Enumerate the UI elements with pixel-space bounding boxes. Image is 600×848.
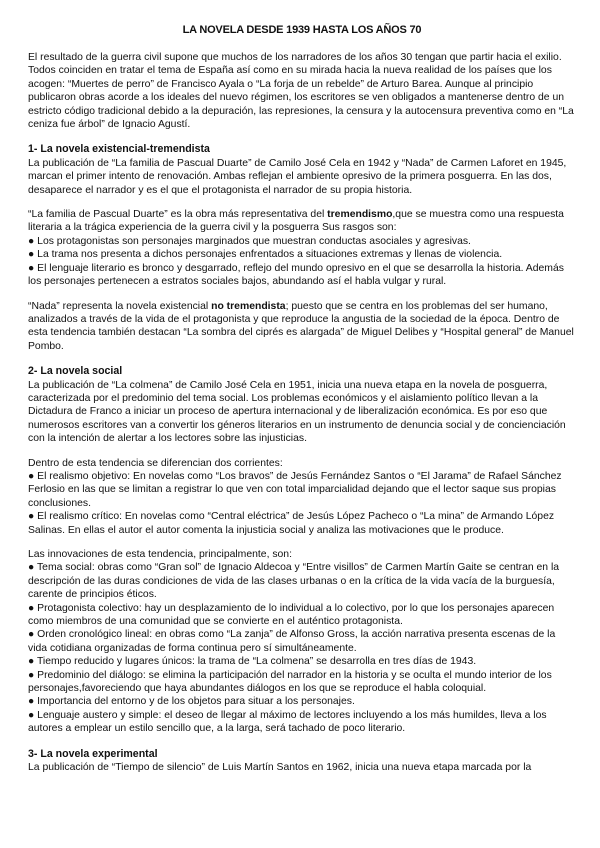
section-1-paragraph-3: “Nada” representa la novela existencial no tremendista; puesto que se centra en los problemas del ser humano, analizados a través de la vida de el protagonista y que reproduce la angustia de la sociedad de la época. Dentro de esta tendencia también destacan “La sombra del ciprés es alargada” de Miguel Delibes y “Hospital general” de Manuel Pombo.: [28, 300, 574, 352]
section-1-heading: 1- La novela existencial-tremendista: [28, 143, 210, 156]
list-item: ● Importancia del entorno y de los objetos para situar a los personajes.: [28, 696, 355, 708]
section-2-heading: 2- La novela social: [28, 365, 123, 378]
document-page: [28, 24, 576, 775]
intro-paragraph: El resultado de la guerra civil supone que muchos de los narradores de los años 30 tengan que partir hacia el exilio. Todos coinciden en tratar el tema de España así como en su mirada hacia la nueva realidad de los países que los acogen: “Muertes de perro” de Francisco Ayala o “La forja de un rebelde” de Arturo Barea. Aunque al principio publicaron obras acorde a los ideales del nuevo régimen, los escritores se ven obligados a mantenerse dentro de un estricto código tradicional debido a la depuración, las represiones, la censura y la autocensura preventiva como en “La ceniza fue árbol” de Ignacio Agustí.: [28, 52, 574, 131]
list-item: ● Orden cronológico lineal: en obras como “La zanja” de Alfonso Gross, la acción narrativa presenta escenas de la vida cotidiana organizadas de forma continua pero sí simultáneamente.: [28, 629, 556, 654]
list-item: ● El lenguaje literario es bronco y desgarrado, reflejo del mundo opresivo en el que se desarrolla la historia. Además los personajes pertenecen a estratos sociales bajos, abundando así el habla vulgar y rural.: [28, 262, 564, 288]
list-item: ● La trama nos presenta a dichos personajes enfrentados a situaciones extremas y llenas de violencia.: [28, 249, 503, 261]
list-item: ● Lenguaje austero y simple: el deseo de llegar al máximo de lectores incluyendo a los más humildes, lleva a los autores a emplear un estilo sencillo que, a la larga, será tachado de poco literario.: [28, 709, 547, 735]
list-item: ● Tiempo reducido y lugares únicos: la trama de “La colmena” se desarrolla en tres días de 1943.: [28, 656, 477, 668]
list-item: ● El realismo objetivo: En novelas como “Los bravos” de Jesús Fernández Santos o “El Jarama” de Rafael Sánchez Ferlosio en las que se limitan a registrar lo que ven con total imparcialidad dejando que el lector saque sus propias conclusiones.: [28, 470, 562, 509]
list-item: ● Predominio del diálogo: se elimina la participación del narrador en la historia y se oculta el mundo interior de los personajes,favoreciendo que haya abundantes diálogos en los que se reproduce el habla coloquial.: [28, 669, 552, 695]
section-3-paragraph-1: La publicación de “Tiempo de silencio” de Luis Martín Santos en 1962, inicia una nueva etapa marcada por la: [28, 762, 532, 774]
list-item: ● El realismo crítico: En novelas como “Central eléctrica” de Jesús López Pacheco o “La mina” de Armando López Salinas. En ellas el autor el autor comenta la injusticia social y analiza las motivaciones que le produce.: [28, 511, 555, 536]
no-tremendista-term: no tremendista: [211, 300, 286, 312]
section-2-paragraph-1: La publicación de “La colmena” de Camilo José Cela en 1951, inicia una nueva etapa en la novela de posguerra, caracterizada por el predominio del tema social. Los problemas económicos y el aislamiento político llevan a la Dictadura de Franco a iniciar un proceso de apertura internacional y de liberalización económica. Es por eso que numerosos escritores van a convertir los géneros literarios en un instrumento de denuncia social y de concienciación con la intención de alertar a los lectores sobre las injusticias.: [28, 379, 566, 445]
list-item: ● Protagonista colectivo: hay un desplazamiento de lo individual a lo colectivo, por lo que los personajes aparecen como miembros de una comunidad que se convierte en el auténtico protagonista.: [28, 602, 555, 628]
section-2-paragraph-2: Dentro de esta tendencia se diferencian dos corrientes:: [28, 457, 283, 469]
list-item: ● Los protagonistas son personajes marginados que muestran conductas asociales y agresivas.: [28, 235, 471, 247]
list-item: ● Tema social: obras como “Gran sol” de Ignacio Aldecoa y “Entre visillos” de Carmen Martín Gaite se centran en la descripción de las duras condiciones de vida de las clases urbanas o en la crítica de la vida vacía de la burguesía, carente de principios éticos.: [28, 562, 560, 601]
section-3-heading: 3- La novela experimental: [28, 747, 158, 760]
section-2-paragraph-3: Las innovaciones de esta tendencia, principalmente, son:: [28, 549, 292, 560]
section-1-paragraph-1: La publicación de “La familia de Pascual Duarte” de Camilo José Cela en 1942 y “Nada” de Carmen Laforet en 1945, marcan el primer intento de renovación. Ambas reflejan el ambiente opresivo de la primera posguerra. En las dos, desaparece el narrador y es el que el protagonista el narrador de su propia historia.: [28, 157, 567, 196]
document-title: LA NOVELA DESDE 1939 HASTA LOS AÑOS 70: [182, 24, 422, 36]
tremendismo-term: tremendismo: [327, 209, 393, 221]
section-1-paragraph-2: “La familia de Pascual Duarte” es la obra más representativa del tremendismo,que se muestra como una respuesta literaria a la trágica experiencia de la guerra civil y la posguerra Sus rasgos son:: [28, 209, 564, 234]
